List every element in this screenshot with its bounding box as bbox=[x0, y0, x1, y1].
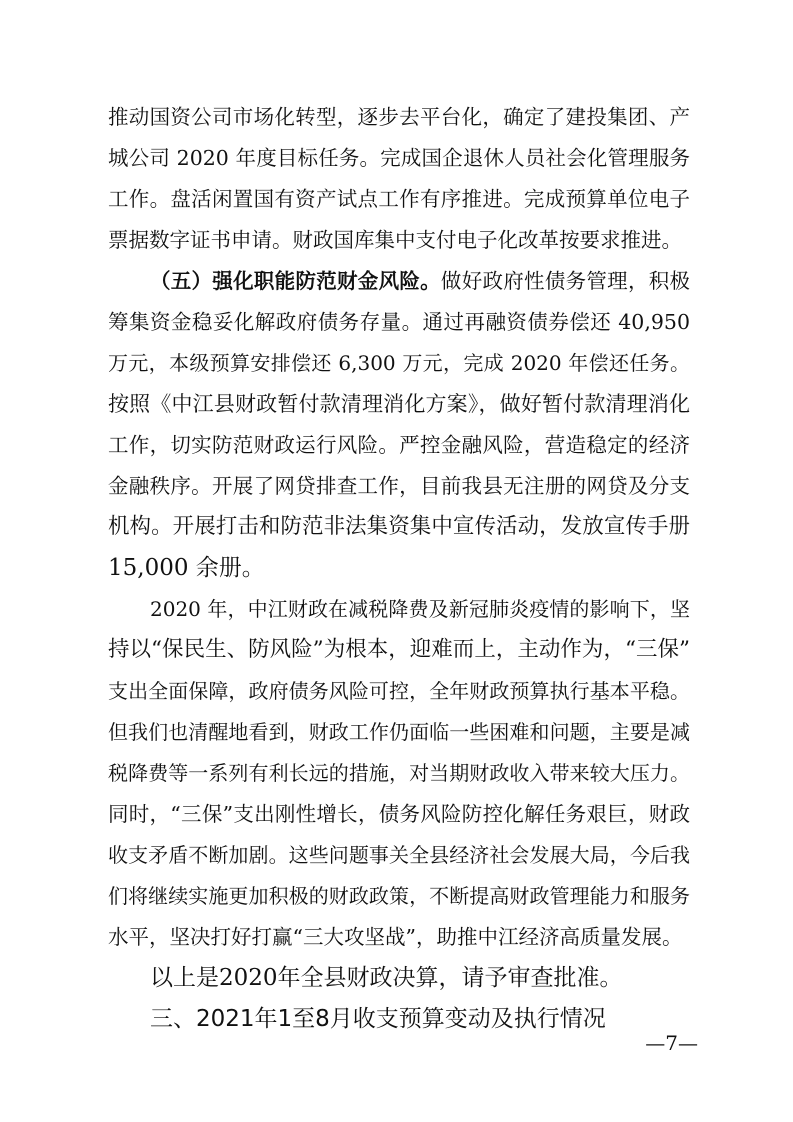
p3-line-4: 但我们也清醒地看到，财政工作仍面临一些困难和问题，主要是减 bbox=[108, 720, 690, 744]
p2-line-4: 按照《中江县财政暂付款清理消化方案》，做好暂付款清理消化 bbox=[108, 392, 690, 416]
p2-lead-text: 做好政府性债务管理，积极 bbox=[440, 269, 691, 293]
p4-line-1: 以上是2020年全县财政决算，请予审查批准。 bbox=[150, 965, 623, 991]
p3-line-3: 支出全面保障，政府债务风险可控，全年财政预算执行基本平稳。 bbox=[108, 679, 690, 703]
p3-line-9: 水平，坚决打好打赢“三大攻坚战”，助推中江经济高质量发展。 bbox=[108, 925, 683, 949]
p2-line-2: 筹集资金稳妥化解政府债务存量。通过再融资债券偿还 40,950 bbox=[108, 310, 690, 334]
p2-line-3: 万元，本级预算安排偿还 6,300 万元，完成 2020 年偿还任务。 bbox=[108, 351, 690, 375]
p3-line-8: 们将继续实施更加积极的财政政策，不断提高财政管理能力和服务 bbox=[108, 884, 690, 908]
p2-lead-heading: （五）强化职能防范财金风险。 bbox=[150, 269, 441, 293]
p3-line-7: 收支矛盾不断加剧。这些问题事关全县经济社会发展大局，今后我 bbox=[108, 843, 690, 867]
p3-line-5: 税降费等一系列有利长远的措施，对当期财政收入带来较大压力。 bbox=[108, 761, 690, 785]
p1-line-4: 票据数字证书申请。财政国库集中支付电子化改革按要求推进。 bbox=[108, 228, 682, 252]
p1-line-2: 城公司 2020 年度目标任务。完成国企退休人员社会化管理服务 bbox=[108, 146, 690, 170]
p3-line-1: 2020 年，中江财政在减税降费及新冠肺炎疫情的影响下，坚 bbox=[150, 597, 690, 621]
p1-line-3: 工作。盘活闲置国有资产试点工作有序推进。完成预算单位电子 bbox=[108, 187, 690, 211]
page-number: —7— bbox=[645, 1031, 698, 1055]
p2-line-6: 金融秩序。开展了网贷排查工作，目前我县无注册的网贷及分支 bbox=[108, 474, 690, 498]
section-heading: 三、2021年1至8月收支预算变动及执行情况 bbox=[150, 1006, 606, 1032]
p3-line-6: 同时，“三保”支出刚性增长，债务风险防控化解任务艰巨，财政 bbox=[108, 802, 690, 826]
p1-line-1: 推动国资公司市场化转型，逐步去平台化，确定了建投集团、产 bbox=[108, 105, 690, 129]
p2-line-1 bbox=[150, 266, 690, 296]
p2-line-7: 机构。开展打击和防范非法集资集中宣传活动，发放宣传手册 bbox=[108, 514, 690, 539]
p3-line-2: 持以“保民生、防风险”为根本，迎难而上，主动作为，“三保” bbox=[108, 637, 690, 662]
p2-line-5: 工作，切实防范财政运行风险。严控金融风险，营造稳定的经济 bbox=[108, 433, 690, 457]
p2-line-8: 15,000 余册。 bbox=[108, 555, 265, 581]
